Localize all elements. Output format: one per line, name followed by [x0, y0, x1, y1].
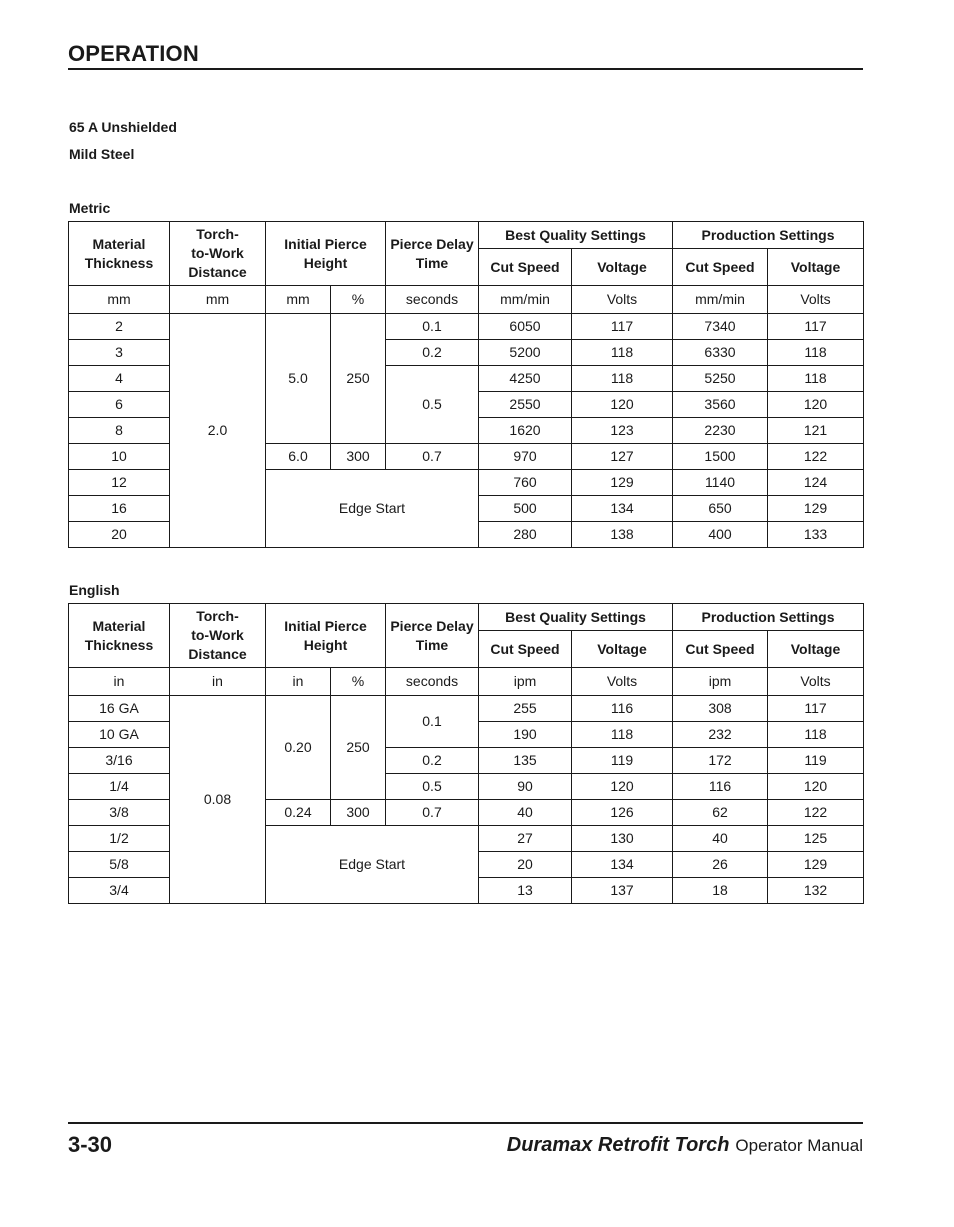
pierce-height-cell: 5.0 — [266, 314, 331, 444]
voltage-cell: 123 — [572, 418, 673, 444]
cut-speed-cell: 116 — [673, 774, 768, 800]
voltage-cell: 118 — [768, 366, 864, 392]
pierce-height-cell: 0.20 — [266, 696, 331, 800]
thickness-cell: 16 GA — [69, 696, 170, 722]
header-torch-distance: Torch- to-Work Distance — [170, 222, 266, 286]
voltage-cell: 120 — [768, 774, 864, 800]
header-initial-pierce-height: Initial Pierce Height — [266, 222, 386, 286]
cut-speed-cell: 308 — [673, 696, 768, 722]
header-material-thickness: Material Thickness — [69, 604, 170, 668]
voltage-cell: 120 — [572, 392, 673, 418]
edge-start-cell: Edge Start — [266, 826, 479, 904]
cut-speed-cell: 62 — [673, 800, 768, 826]
pierce-height-cell: 0.24 — [266, 800, 331, 826]
unit-cell: Volts — [768, 286, 864, 314]
unit-cell: mm — [69, 286, 170, 314]
voltage-cell: 119 — [768, 748, 864, 774]
unit-cell: mm/min — [479, 286, 572, 314]
voltage-cell: 125 — [768, 826, 864, 852]
unit-cell: Volts — [572, 668, 673, 696]
table-row — [69, 696, 864, 722]
units-row — [69, 286, 864, 314]
page-number: 3-30 — [68, 1132, 113, 1157]
delay-cell: 0.2 — [386, 748, 479, 774]
unit-cell: Volts — [572, 286, 673, 314]
cut-speed-cell: 135 — [479, 748, 572, 774]
unit-cell: in — [170, 668, 266, 696]
voltage-cell: 116 — [572, 696, 673, 722]
unit-cell: ipm — [673, 668, 768, 696]
voltage-cell: 129 — [572, 470, 673, 496]
voltage-cell: 117 — [768, 314, 864, 340]
cut-speed-cell: 7340 — [673, 314, 768, 340]
delay-cell: 0.5 — [386, 774, 479, 800]
voltage-cell: 119 — [572, 748, 673, 774]
cut-speed-cell: 1140 — [673, 470, 768, 496]
thickness-cell: 10 GA — [69, 722, 170, 748]
voltage-cell: 130 — [572, 826, 673, 852]
material-type: Mild Steel — [69, 146, 135, 162]
product-name: Duramax Retrofit Torch — [506, 1134, 730, 1156]
unit-cell: mm — [266, 286, 331, 314]
cut-speed-cell: 650 — [673, 496, 768, 522]
cut-speed-cell: 400 — [673, 522, 768, 548]
header-voltage: Voltage — [768, 631, 864, 668]
voltage-cell: 133 — [768, 522, 864, 548]
pierce-percent-cell: 300 — [331, 444, 386, 470]
header-cut-speed: Cut Speed — [479, 631, 572, 668]
thickness-cell: 3/4 — [69, 878, 170, 904]
thickness-cell: 8 — [69, 418, 170, 444]
torch-distance-cell: 0.08 — [170, 696, 266, 904]
unit-cell: mm/min — [673, 286, 768, 314]
unit-cell: % — [331, 668, 386, 696]
voltage-cell: 137 — [572, 878, 673, 904]
edge-start-cell: Edge Start — [266, 470, 479, 548]
voltage-cell: 120 — [572, 774, 673, 800]
table-row — [69, 314, 864, 340]
voltage-cell: 122 — [768, 800, 864, 826]
cut-speed-cell: 26 — [673, 852, 768, 878]
delay-cell: 0.5 — [386, 366, 479, 444]
cut-speed-cell: 2230 — [673, 418, 768, 444]
unit-cell: Volts — [768, 668, 864, 696]
cut-speed-cell: 40 — [479, 800, 572, 826]
thickness-cell: 1/4 — [69, 774, 170, 800]
thickness-cell: 16 — [69, 496, 170, 522]
voltage-cell: 117 — [572, 314, 673, 340]
cut-speed-cell: 232 — [673, 722, 768, 748]
header-production: Production Settings — [673, 222, 864, 249]
header-pierce-delay-time: Pierce Delay Time — [386, 604, 479, 668]
unit-cell: seconds — [386, 286, 479, 314]
unit-cell: in — [69, 668, 170, 696]
header-pierce-delay-time: Pierce Delay Time — [386, 222, 479, 286]
unit-cell: mm — [170, 286, 266, 314]
cut-speed-cell: 4250 — [479, 366, 572, 392]
current-rating: 65 A Unshielded — [69, 119, 177, 135]
header-voltage: Voltage — [768, 249, 864, 286]
cut-speed-cell: 5250 — [673, 366, 768, 392]
thickness-cell: 2 — [69, 314, 170, 340]
thickness-cell: 5/8 — [69, 852, 170, 878]
voltage-cell: 118 — [572, 366, 673, 392]
metric-table — [68, 221, 864, 548]
header-best-quality: Best Quality Settings — [479, 222, 673, 249]
cut-speed-cell: 760 — [479, 470, 572, 496]
thickness-cell: 3/8 — [69, 800, 170, 826]
delay-cell: 0.1 — [386, 314, 479, 340]
cut-speed-cell: 18 — [673, 878, 768, 904]
voltage-cell: 127 — [572, 444, 673, 470]
units-row — [69, 668, 864, 696]
pierce-percent-cell: 300 — [331, 800, 386, 826]
page-footer — [68, 1122, 863, 1164]
cut-speed-cell: 500 — [479, 496, 572, 522]
header-cut-speed: Cut Speed — [673, 631, 768, 668]
voltage-cell: 121 — [768, 418, 864, 444]
unit-cell: % — [331, 286, 386, 314]
cut-speed-cell: 970 — [479, 444, 572, 470]
voltage-cell: 134 — [572, 496, 673, 522]
voltage-cell: 129 — [768, 496, 864, 522]
thickness-cell: 20 — [69, 522, 170, 548]
voltage-cell: 122 — [768, 444, 864, 470]
voltage-cell: 134 — [572, 852, 673, 878]
thickness-cell: 10 — [69, 444, 170, 470]
section-title: OPERATION — [68, 41, 199, 66]
delay-cell: 0.7 — [386, 444, 479, 470]
voltage-cell: 118 — [768, 722, 864, 748]
pierce-percent-cell: 250 — [331, 314, 386, 444]
thickness-cell: 12 — [69, 470, 170, 496]
header-cut-speed: Cut Speed — [479, 249, 572, 286]
unit-cell: in — [266, 668, 331, 696]
pierce-percent-cell: 250 — [331, 696, 386, 800]
pierce-height-cell: 6.0 — [266, 444, 331, 470]
cut-speed-cell: 5200 — [479, 340, 572, 366]
delay-cell: 0.7 — [386, 800, 479, 826]
cut-speed-cell: 280 — [479, 522, 572, 548]
delay-cell: 0.2 — [386, 340, 479, 366]
footer-brand — [507, 1134, 863, 1157]
cut-speed-cell: 190 — [479, 722, 572, 748]
cut-speed-cell: 6330 — [673, 340, 768, 366]
voltage-cell: 126 — [572, 800, 673, 826]
cut-speed-cell: 40 — [673, 826, 768, 852]
cut-speed-cell: 90 — [479, 774, 572, 800]
voltage-cell: 117 — [768, 696, 864, 722]
cut-speed-cell: 2550 — [479, 392, 572, 418]
header-voltage: Voltage — [572, 249, 673, 286]
unit-cell: ipm — [479, 668, 572, 696]
voltage-cell: 132 — [768, 878, 864, 904]
thickness-cell: 6 — [69, 392, 170, 418]
cut-speed-cell: 255 — [479, 696, 572, 722]
header-material-thickness: Material Thickness — [69, 222, 170, 286]
cut-speed-cell: 27 — [479, 826, 572, 852]
cut-speed-cell: 13 — [479, 878, 572, 904]
header-best-quality: Best Quality Settings — [479, 604, 673, 631]
voltage-cell: 138 — [572, 522, 673, 548]
delay-cell: 0.1 — [386, 696, 479, 748]
cut-speed-cell: 20 — [479, 852, 572, 878]
metric-label: Metric — [69, 200, 111, 216]
voltage-cell: 120 — [768, 392, 864, 418]
voltage-cell: 118 — [572, 340, 673, 366]
torch-distance-cell: 2.0 — [170, 314, 266, 548]
voltage-cell: 129 — [768, 852, 864, 878]
cut-speed-cell: 172 — [673, 748, 768, 774]
unit-cell: seconds — [386, 668, 479, 696]
cut-speed-cell: 3560 — [673, 392, 768, 418]
thickness-cell: 1/2 — [69, 826, 170, 852]
header-torch-distance: Torch- to-Work Distance — [170, 604, 266, 668]
header-cut-speed: Cut Speed — [673, 249, 768, 286]
header-initial-pierce-height: Initial Pierce Height — [266, 604, 386, 668]
manual-type: Operator Manual — [735, 1136, 863, 1155]
thickness-cell: 3 — [69, 340, 170, 366]
cut-speed-cell: 6050 — [479, 314, 572, 340]
thickness-cell: 4 — [69, 366, 170, 392]
header-voltage: Voltage — [572, 631, 673, 668]
english-label: English — [69, 582, 120, 598]
voltage-cell: 118 — [768, 340, 864, 366]
english-table — [68, 603, 864, 904]
page-header — [68, 40, 863, 70]
cut-speed-cell: 1500 — [673, 444, 768, 470]
cut-speed-cell: 1620 — [479, 418, 572, 444]
voltage-cell: 118 — [572, 722, 673, 748]
header-production: Production Settings — [673, 604, 864, 631]
thickness-cell: 3/16 — [69, 748, 170, 774]
voltage-cell: 124 — [768, 470, 864, 496]
